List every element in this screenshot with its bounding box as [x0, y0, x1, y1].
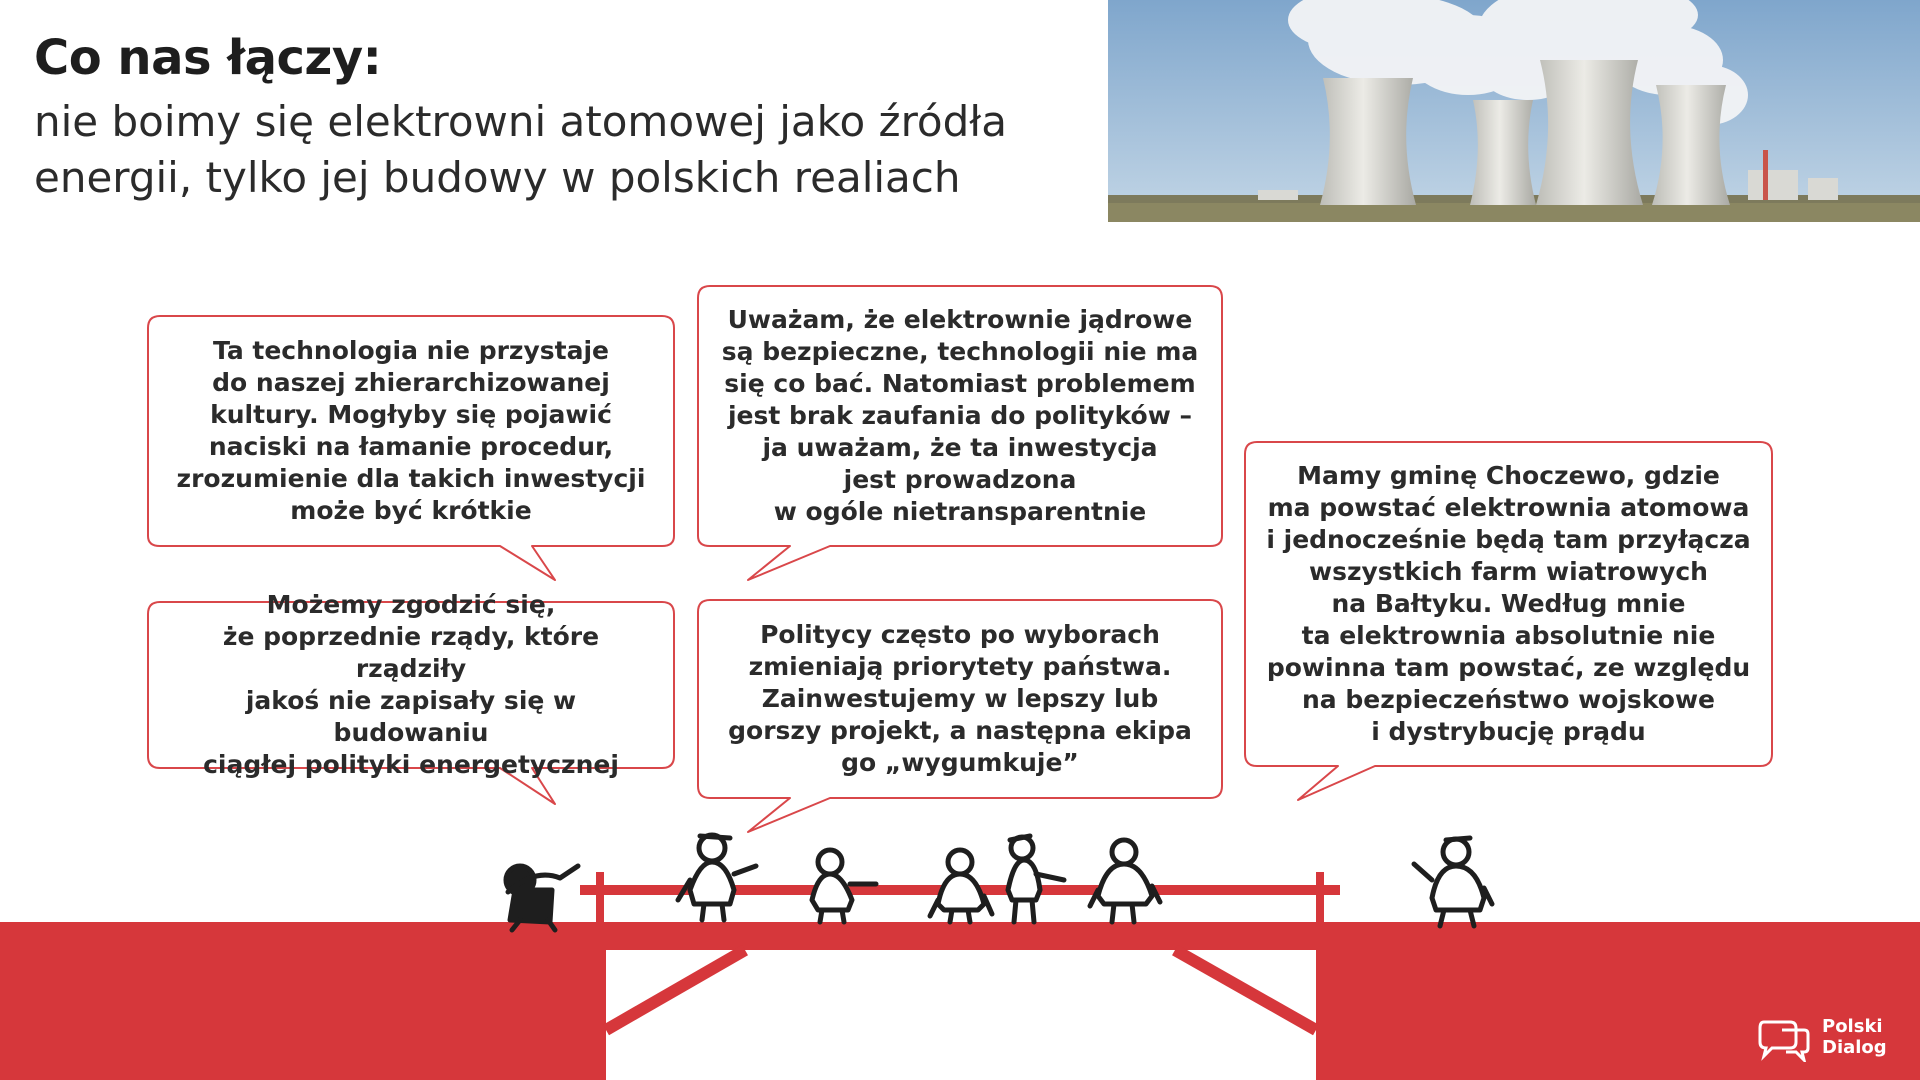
speech-bubble-policy	[148, 590, 674, 779]
speech-bubble-choczewo	[1245, 442, 1772, 766]
person-1	[506, 866, 578, 930]
person-6	[1090, 840, 1160, 922]
speech-bubble-choczewo-text: Mamy gminę Choczewo, gdzie ma powstać elektrownia atomowa i jednocześnie będą tam przyłącza wszystkich farm wiatrowych na Bałtyku. Według mnie ta elektrownia absolutnie nie powinna tam powstać, ze względu na bezpieczeństwo wojskowe i dystrybucję prądu	[1266, 461, 1751, 746]
person-5	[1008, 836, 1064, 922]
speech-bubble-trust	[698, 286, 1222, 546]
person-3	[812, 850, 876, 922]
speech-bubble-priorities	[698, 600, 1222, 798]
speech-bubble-culture-text: Ta technologia nie przystaje do naszej zhierarchizowanej kultury. Mogłyby się pojawić naciski na łamanie procedur, zrozumienie dla takich inwestycji może być krótkie	[176, 336, 646, 525]
people-figures	[506, 835, 1492, 930]
logo-text: Polski Dialog	[1822, 1016, 1887, 1058]
speech-bubble-culture	[148, 316, 674, 546]
person-7	[1414, 838, 1492, 926]
speech-bubble-policy-text: Możemy zgodzić się, że poprzednie rządy, które rządziły jakoś nie zapisały się w budowaniu ciągłej polityki energetycznej	[203, 590, 619, 779]
page-title: Co nas łączy:	[34, 30, 382, 86]
polski-dialog-logo	[1756, 1014, 1896, 1066]
page-subtitle: nie boimy się elektrowni atomowej jako źródła energii, tylko jej budowy w polskich realiach	[34, 97, 1007, 202]
speech-bubble-priorities-text: Politycy często po wyborach zmieniają priorytety państwa. Zainwestujemy w lepszy lub gorszy projekt, a następna ekipa go „wygumkuje”	[728, 620, 1192, 777]
chat-bubbles-icon	[1756, 1016, 1812, 1062]
speech-bubble-trust-text: Uważam, że elektrownie jądrowe są bezpieczne, technologii nie ma się co bać. Natomiast problemem jest brak zaufania do polityków – ja uważam, że ta inwestycja jest prowadzona w ogóle nietransparentnie	[721, 305, 1199, 526]
person-2	[678, 835, 756, 920]
